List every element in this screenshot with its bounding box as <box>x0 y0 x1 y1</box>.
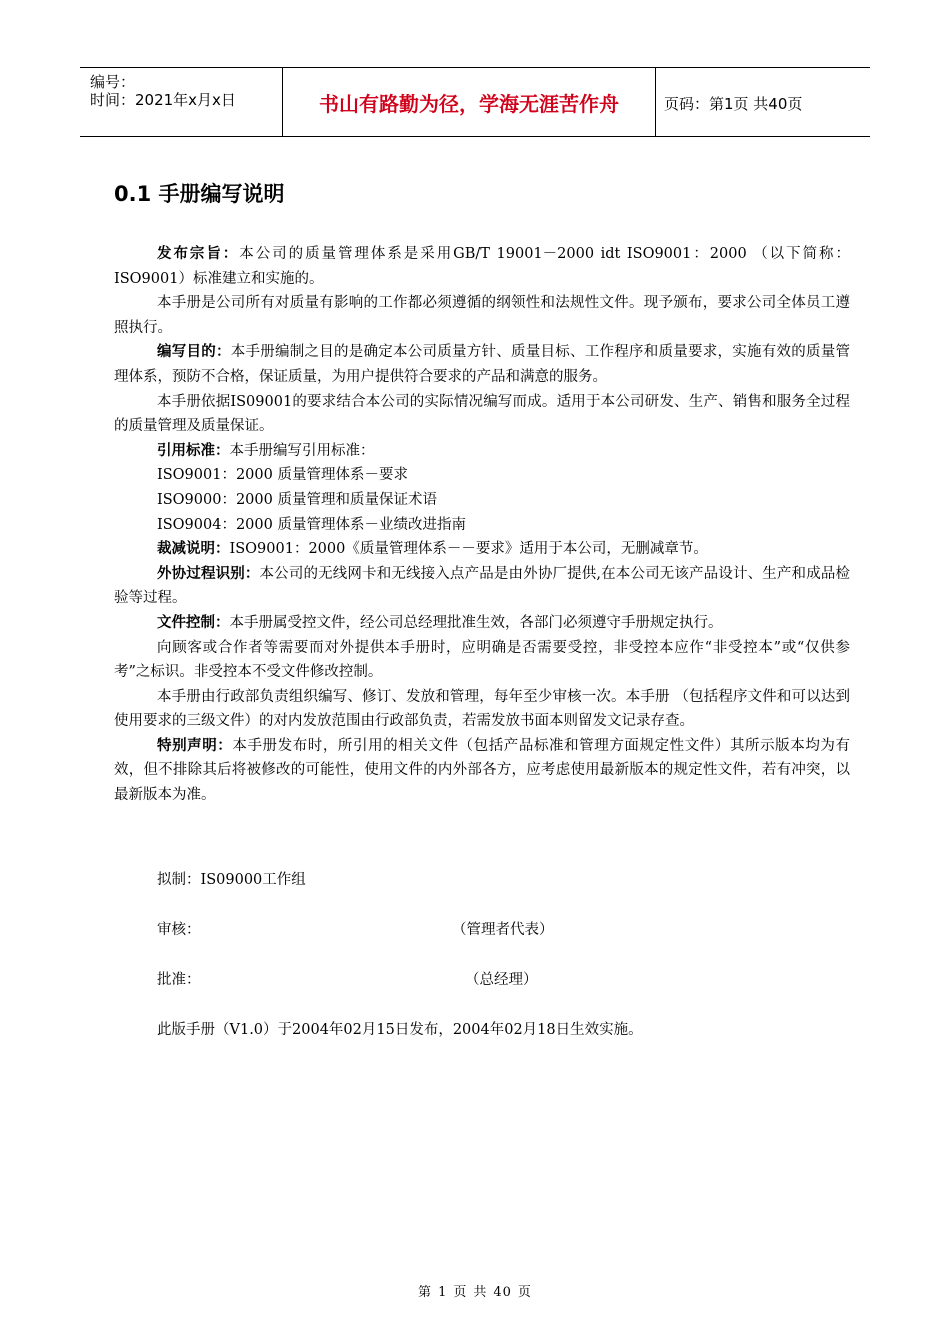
outsourcing-text: 本公司的无线网卡和无线接入点产品是由外协厂提供,在本公司无该产品设计、生产和成品检验等过程。 <box>114 565 851 607</box>
approver-role: （总经理） <box>465 972 538 988</box>
standards-text: 本手册编写引用标准： <box>229 442 375 459</box>
paragraph-external-copies <box>114 636 850 685</box>
special-statement-text: 本手册发布时，所引用的相关文件（包括产品标准和管理方面规定性文件）其所示版本均为有效，但不排除其后将被修改的可能性，使用文件的内外部各方，应考虑使用最新版本的规定性文件，若有冲突，以最新版本为准。 <box>114 737 850 804</box>
tailoring-label: 裁减说明： <box>157 541 230 558</box>
release-statement: 此版手册（V1.0）于2004年02月15日发布，2004年02月18日生效实施。 <box>157 1022 643 1038</box>
manual-nature-text: 本手册是公司所有对质量有影响的工作都必须遵循的纲领性和法规性文件。现予颁布，要求公司全体员工遵照执行。 <box>114 295 850 336</box>
header-page-info: 页码：第1页 共40页 <box>664 95 803 113</box>
header-motto: 书山有路勤为径，学海无涯苦作舟 <box>282 68 656 136</box>
paragraph-objective <box>114 340 850 389</box>
reviewed-by: 审核： <box>157 922 201 938</box>
document-date: 时间：2021年x月x日 <box>90 91 236 109</box>
page-footer <box>0 1281 950 1300</box>
special-statement-label: 特别声明： <box>157 737 233 754</box>
paragraph-standards <box>114 439 850 464</box>
paragraph-document-control <box>114 611 850 636</box>
paragraph-tailoring <box>114 537 850 562</box>
header-table <box>80 67 870 137</box>
document-control-text: 本手册属受控文件，经公司总经理批准生效，各部门必须遵守手册规定执行。 <box>229 614 723 631</box>
footer-ye: 页 <box>453 1285 468 1300</box>
footer-di: 第 <box>418 1285 433 1300</box>
distribution-text: 本手册由行政部负责组织编写、修订、发放和管理，每年至少审核一次。本手册 （包括程序文件和可以达到使用要求的三级文件）的对内发放范围由行政部负责，若需发放书面本则留发文记录存查。 <box>114 688 850 730</box>
purpose-text: 本公司的质量管理体系是采用GB/T 19001－2000 idt ISO9001：2000 （以下简称：ISO9001）标准建立和实施的。 <box>114 246 850 287</box>
outsourcing-label: 外协过程识别： <box>157 565 260 582</box>
drafted-by: 拟制：IS09000工作组 <box>157 872 306 888</box>
header-left-cell <box>80 68 282 136</box>
footer-page-number: 1 <box>438 1285 448 1300</box>
document-number-label: 编号： <box>90 73 136 91</box>
standard-item: ISO9004：2000 质量管理体系－业绩改进指南 <box>157 516 466 533</box>
approved-by: 批准： <box>157 972 201 988</box>
standard-item: ISO9001：2000 质量管理体系－要求 <box>157 467 408 484</box>
tailoring-text: ISO9001：2000《质量管理体系－－要求》适用于本公司，无删减章节。 <box>229 541 708 558</box>
objective-text: 本手册编制之目的是确定本公司质量方针、质量目标、工作程序和质量要求，实施有效的质量管理体系，预防不合格，保证质量，为用户提供符合要求的产品和满意的服务。 <box>114 344 850 385</box>
purpose-label: 发布宗旨： <box>157 246 240 262</box>
standard-item: ISO9000：2000 质量管理和质量保证术语 <box>157 491 437 508</box>
paragraph-distribution <box>114 685 850 734</box>
footer-gong: 共 <box>473 1285 488 1300</box>
basis-text: 本手册依据IS09001的要求结合本公司的实际情况编写而成。适用于本公司研发、生产、销售和服务全过程的质量管理及质量保证。 <box>114 393 850 435</box>
standards-label: 引用标准： <box>157 442 230 459</box>
external-copies-text: 向顾客或合作者等需要而对外提供本手册时，应明确是否需要受控，非受控本应作“非受控本”或“仅供参考”之标识。非受控本不受文件修改控制。 <box>114 639 850 681</box>
paragraph-manual-nature <box>114 291 850 340</box>
paragraph-special-statement <box>114 734 850 808</box>
footer-total-pages: 40 <box>493 1285 512 1300</box>
reviewer-role: （管理者代表） <box>452 922 554 938</box>
paragraph-purpose <box>114 242 850 291</box>
section-title: 0.1 手册编写说明 <box>114 182 285 206</box>
paragraph-outsourcing <box>114 562 850 611</box>
footer-ye2: 页 <box>517 1285 532 1300</box>
objective-label: 编写目的： <box>157 344 231 361</box>
document-control-label: 文件控制： <box>157 614 230 631</box>
paragraph-basis <box>114 390 850 439</box>
document-body <box>114 242 850 808</box>
